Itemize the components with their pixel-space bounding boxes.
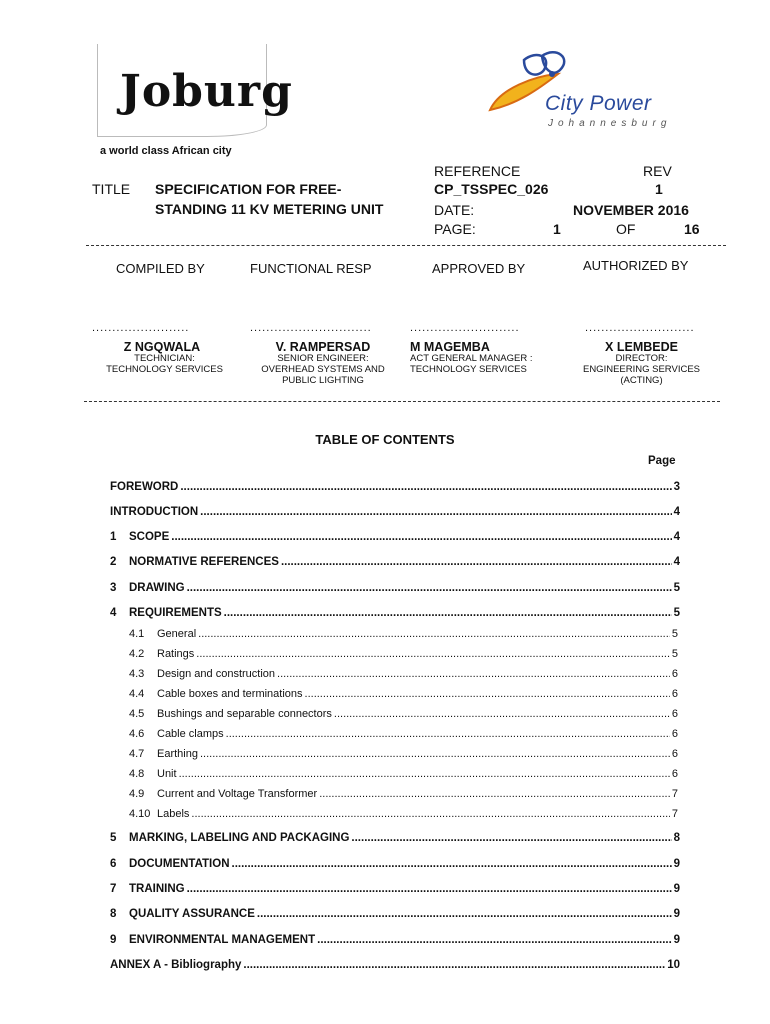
toc-leader-dots: [305, 688, 670, 700]
toc-entry-number: 4.5: [129, 708, 145, 720]
toc-leader-dots: [281, 556, 672, 568]
toc-entry-label: REQUIREMENTS: [129, 607, 222, 619]
toc-leader-dots: [243, 959, 665, 971]
toc-entry-number: 9: [110, 934, 117, 946]
toc-entry[interactable]: [110, 832, 680, 844]
toc-entry[interactable]: [129, 748, 678, 760]
toc-leader-dots: [187, 883, 672, 895]
toc-entry-page: 6: [671, 688, 678, 700]
toc-entry-page: 5: [671, 628, 678, 640]
signature-line: ........................: [92, 322, 190, 334]
toc-leader-dots: [257, 908, 672, 920]
toc-entry-label: TRAINING: [129, 883, 185, 895]
toc-leader-dots: [200, 506, 671, 518]
toc-entry-number: 4.8: [129, 768, 145, 780]
toc-entry[interactable]: [110, 531, 680, 543]
toc-entry-page: 6: [671, 768, 678, 780]
signature-line: ...........................: [410, 322, 520, 334]
toc-entry-label: INTRODUCTION: [110, 506, 199, 518]
toc-entry-page: 6: [671, 708, 678, 720]
toc-entry-number: 4.4: [129, 688, 145, 700]
toc-entry[interactable]: [129, 668, 678, 680]
functional-resp-header: FUNCTIONAL RESP: [250, 261, 372, 276]
rev-value: 1: [655, 181, 663, 197]
toc-entry-page: 9: [673, 934, 680, 946]
toc-entry-label: Design and construction: [157, 668, 276, 680]
of-value: 16: [684, 221, 700, 237]
toc-entry-page: 10: [667, 959, 680, 971]
toc-entry-label: Ratings: [157, 648, 195, 660]
toc-entry[interactable]: [129, 788, 678, 800]
toc-entry-page: 4: [673, 556, 680, 568]
toc-entry-page: 5: [673, 607, 680, 619]
toc-entry-number: 3: [110, 582, 117, 594]
toc-leader-dots: [224, 607, 672, 619]
toc-entry-page: 3: [673, 481, 680, 493]
toc-entry-label: NORMATIVE REFERENCES: [129, 556, 279, 568]
reference-value: CP_TSSPEC_026: [434, 181, 549, 197]
toc-entry[interactable]: [110, 481, 680, 493]
signatory-name: V. RAMPERSAD: [275, 340, 371, 354]
toc-entry[interactable]: [110, 934, 680, 946]
toc-entry-page: 4: [673, 506, 680, 518]
toc-entry-number: 4.2: [129, 648, 145, 660]
toc-entry-label: SCOPE: [129, 531, 170, 543]
toc-entry-page: 8: [673, 832, 680, 844]
reference-label: REFERENCE: [434, 163, 521, 179]
toc-leader-dots: [226, 728, 670, 740]
toc-entry[interactable]: [129, 628, 678, 640]
toc-entry[interactable]: [129, 688, 678, 700]
toc-entry[interactable]: [110, 908, 680, 920]
toc-entry[interactable]: [110, 883, 680, 895]
page-label: PAGE:: [434, 221, 476, 237]
toc-entry-page: 5: [671, 648, 678, 660]
toc-entry-label: FOREWORD: [110, 481, 179, 493]
of-label: OF: [616, 221, 636, 237]
separator-bottom: [84, 401, 720, 402]
toc-title: TABLE OF CONTENTS: [315, 432, 455, 447]
toc-entry-number: 4: [110, 607, 117, 619]
toc-entry-label: Cable boxes and terminations: [157, 688, 303, 700]
toc-page-header: Page: [648, 455, 676, 467]
toc-leader-dots: [180, 481, 671, 493]
toc-entry-page: 9: [673, 858, 680, 870]
toc-entry-number: 4.6: [129, 728, 145, 740]
toc-entry-number: 4.9: [129, 788, 145, 800]
toc-entry-number: 4.10: [129, 808, 151, 820]
joburg-logo: Joburg: [120, 66, 293, 117]
toc-entry-label: Current and Voltage Transformer: [157, 788, 318, 800]
separator-top: [86, 245, 726, 246]
signatory-name: M MAGEMBA: [410, 340, 490, 354]
toc-leader-dots: [196, 648, 670, 660]
rev-label: REV: [643, 163, 672, 179]
signatory-role: DIRECTOR: ENGINEERING SERVICES (ACTING): [582, 353, 701, 386]
toc-entry-page: 6: [671, 668, 678, 680]
toc-entry-page: 7: [671, 788, 678, 800]
toc-entry[interactable]: [110, 959, 680, 971]
signatory-role: TECHNICIAN: TECHNOLOGY SERVICES: [106, 353, 223, 375]
toc-entry-number: 4.3: [129, 668, 145, 680]
toc-leader-dots: [334, 708, 670, 720]
approved-by-header: APPROVED BY: [432, 261, 526, 276]
toc-entry-label: Unit: [157, 768, 177, 780]
toc-leader-dots: [171, 531, 671, 543]
toc-leader-dots: [277, 668, 670, 680]
date-label: DATE:: [434, 202, 475, 218]
toc-entry-label: ENVIRONMENTAL MANAGEMENT: [129, 934, 316, 946]
toc-entry-page: 9: [673, 883, 680, 895]
toc-entry-label: Cable clamps: [157, 728, 224, 740]
signature-line: ..............................: [250, 322, 372, 334]
title-line-1: SPECIFICATION FOR FREE-: [155, 181, 342, 197]
city-power-name: City Power: [545, 92, 652, 115]
toc-leader-dots: [179, 768, 670, 780]
toc-entry-label: MARKING, LABELING AND PACKAGING: [129, 832, 350, 844]
toc-entry-label: Earthing: [157, 748, 198, 760]
title-label: TITLE: [92, 181, 131, 197]
toc-entry-number: 4.7: [129, 748, 145, 760]
toc-entry-number: 8: [110, 908, 117, 920]
toc-entry-page: 5: [673, 582, 680, 594]
toc-leader-dots: [317, 934, 671, 946]
toc-entry-number: 5: [110, 832, 117, 844]
toc-entry[interactable]: [110, 582, 680, 594]
toc-entry-label: General: [157, 628, 197, 640]
signatory-role: ACT GENERAL MANAGER : TECHNOLOGY SERVICES: [410, 353, 533, 375]
toc-entry[interactable]: [110, 556, 680, 568]
toc-entry-page: 6: [671, 748, 678, 760]
toc-leader-dots: [351, 832, 671, 844]
compiled-by-header: COMPILED BY: [116, 261, 205, 276]
toc-leader-dots: [198, 628, 670, 640]
toc-entry-label: Bushings and separable connectors: [157, 708, 332, 720]
joburg-tagline: a world class African city: [100, 145, 232, 157]
toc-entry-page: 7: [671, 808, 678, 820]
toc-leader-dots: [319, 788, 670, 800]
toc-entry-label: QUALITY ASSURANCE: [129, 908, 255, 920]
toc-leader-dots: [187, 582, 672, 594]
date-value: NOVEMBER 2016: [573, 202, 689, 218]
toc-entry-number: 4.1: [129, 628, 145, 640]
toc-entry[interactable]: [110, 858, 680, 870]
toc-entry[interactable]: [129, 708, 678, 720]
toc-entry-label: Labels: [157, 808, 190, 820]
toc-leader-dots: [191, 808, 669, 820]
toc-entry[interactable]: [129, 768, 678, 780]
toc-entry-label: ANNEX A - Bibliography: [110, 959, 242, 971]
page-value: 1: [553, 221, 561, 237]
signatory-role: SENIOR ENGINEER: OVERHEAD SYSTEMS AND PUBLIC LIGHTING: [261, 353, 385, 386]
toc-entry-label: DRAWING: [129, 582, 185, 594]
toc-entry-number: 7: [110, 883, 117, 895]
toc-entry[interactable]: [129, 808, 678, 820]
signatory-name: Z NGQWALA: [123, 340, 201, 354]
city-power-subtitle: Johannesburg: [548, 118, 672, 129]
toc-entry-number: 2: [110, 556, 117, 568]
signatory-name: X LEMBEDE: [605, 340, 678, 354]
toc-entry-page: 9: [673, 908, 680, 920]
toc-entry[interactable]: [110, 607, 680, 619]
toc-entry[interactable]: [129, 728, 678, 740]
toc-entry[interactable]: [110, 506, 680, 518]
toc-entry-label: DOCUMENTATION: [129, 858, 230, 870]
title-line-2: STANDING 11 KV METERING UNIT: [155, 201, 384, 217]
toc-entry-page: 4: [673, 531, 680, 543]
toc-entry-page: 6: [671, 728, 678, 740]
signature-line: ...........................: [585, 322, 695, 334]
toc-entry-number: 1: [110, 531, 117, 543]
authorized-by-header: AUTHORIZED BY: [583, 258, 689, 273]
toc-leader-dots: [232, 858, 672, 870]
toc-entry[interactable]: [129, 648, 678, 660]
toc-leader-dots: [200, 748, 670, 760]
toc-entry-number: 6: [110, 858, 117, 870]
